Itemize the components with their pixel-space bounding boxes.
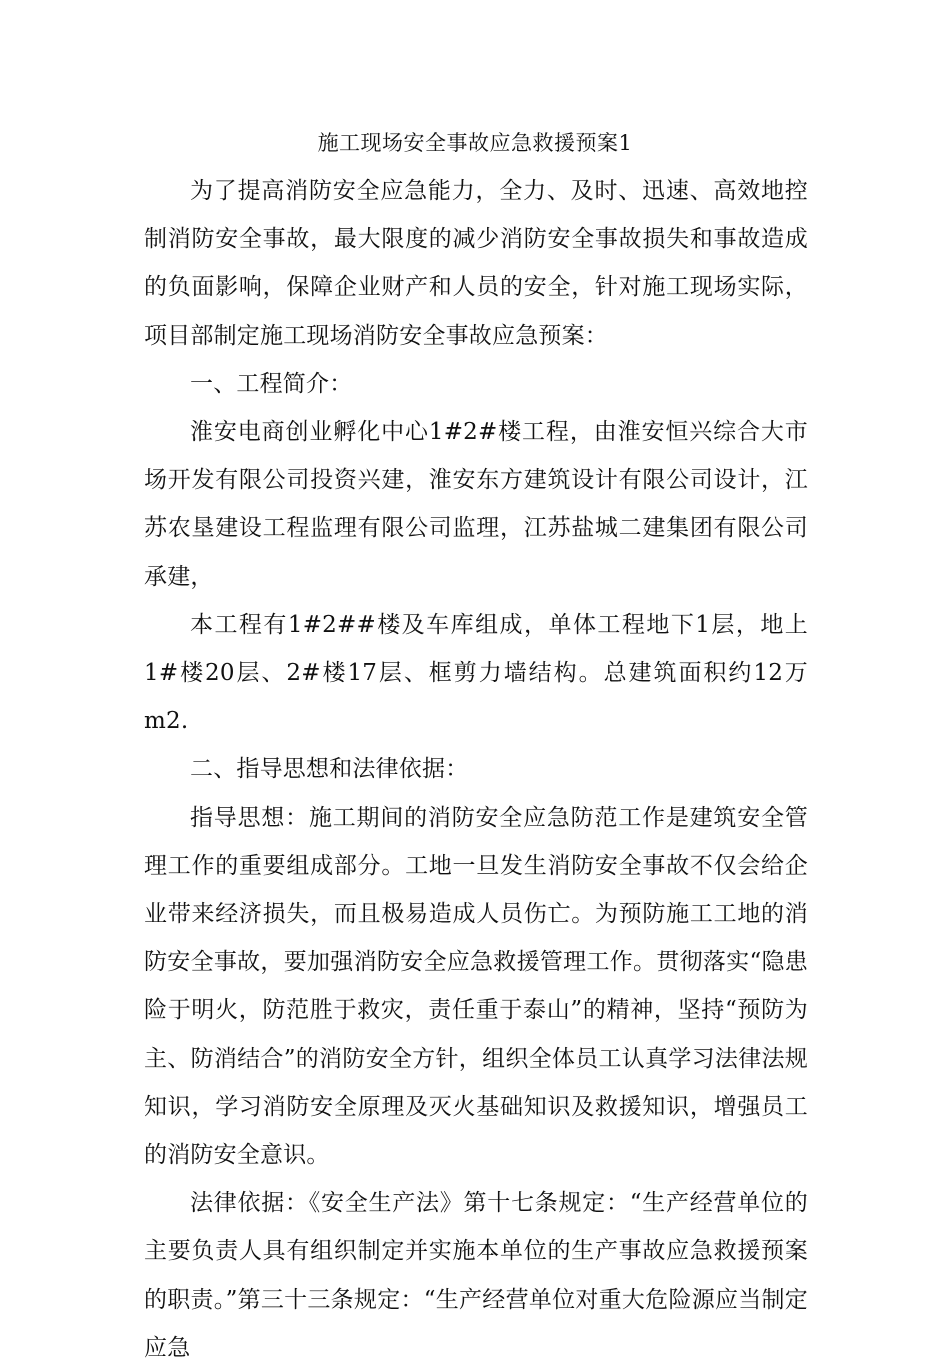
section-heading-project-overview: 一、工程简介： — [190, 370, 353, 397]
paragraph-project-parties: 淮安电商创业孵化中心1#2#楼工程，由淮安恒兴综合大市场开发有限公司投资兴建，淮安东方建筑设计有限公司设计，江苏农垦建设工程监理有限公司监理，江苏盐城二建集团有限公司承建， — [144, 419, 808, 590]
paragraph-intro: 为了提高消防安全应急能力，全力、及时、迅速、高效地控制消防安全事故，最大限度的减少消防安全事故损失和事故造成的负面影响，保障企业财产和人员的安全，针对施工现场实际，项目部制定施工现场消防安全事故应急预案： — [144, 178, 808, 349]
document-body — [144, 167, 808, 1372]
section-heading-guidance-legal-basis: 二、指导思想和法律依据： — [190, 756, 469, 783]
paragraph-guiding-ideology: 指导思想：施工期间的消防安全应急防范工作是建筑安全管理工作的重要组成部分。工地一旦发生消防安全事故不仅会给企业带来经济损失，而且极易造成人员伤亡。为预防施工工地的消防安全事故，要加强消防安全应急救援管理工作。贯彻落实“隐患险于明火，防范胜于救灾，责任重于泰山”的精神，坚持“预防为主、防消结合”的消防安全方针，组织全体员工认真学习法律法规知识，学习消防安全原理及灭火基础知识及救援知识，增强员工的消防安全意识。 — [144, 804, 808, 1169]
document-title: 施工现场安全事故应急救援预案1 — [317, 131, 633, 155]
paragraph-project-scale: 本工程有1#2##楼及车库组成，单体工程地下1层，地上1#楼20层、2#楼17层、框剪力墙结构。总建筑面积约12万m2. — [144, 611, 808, 735]
paragraph-legal-basis: 法律依据：《安全生产法》第十七条规定：“生产经营单位的主要负责人具有组织制定并实施本单位的生产事故应急救援预案的职责。”第三十三条规定：“生产经营单位对重大危险源应当制定应急 — [144, 1190, 808, 1361]
